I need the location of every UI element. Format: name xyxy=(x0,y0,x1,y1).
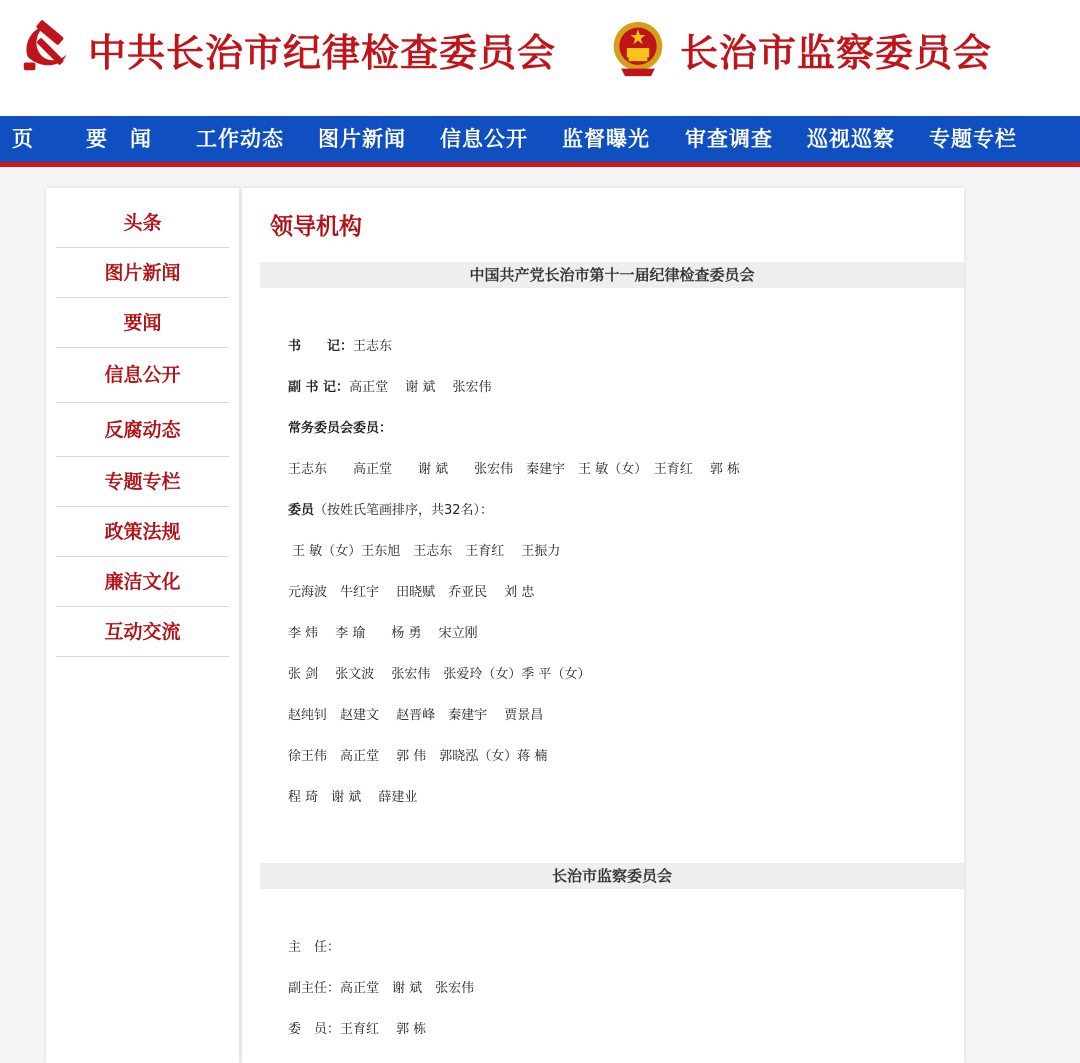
members-label: 委员 xyxy=(288,503,315,518)
nav-item-photos[interactable]: 图片新闻 xyxy=(318,126,406,151)
nav-item-topics[interactable]: 专题专栏 xyxy=(929,126,1017,151)
nav-item-home[interactable]: 页 xyxy=(12,126,34,151)
main-nav xyxy=(0,116,1080,162)
members-line: 程 琦 谢 斌 薛建业 xyxy=(288,790,418,805)
sidebar-item-topics[interactable]: 专题专栏 xyxy=(56,457,229,507)
sidebar xyxy=(46,188,239,1063)
standing-value-line: 王志东 高正堂 谢 斌 张宏伟 秦建宇 王 敏（女） 王育红 郭 栋 xyxy=(288,462,741,477)
committee-member-line xyxy=(288,1018,426,1037)
director-label: 主 任： xyxy=(288,940,341,955)
content-panel xyxy=(242,188,964,1063)
site-title-supervision: 长治市监察委员会 xyxy=(680,30,993,75)
deputy-label: 副 书 记： xyxy=(288,380,350,395)
section-heading-discipline: 中国共产党长治市第十一届纪律检查委员会 xyxy=(260,262,964,288)
members-line: 李 炜 李 瑜 杨 勇 宋立刚 xyxy=(288,626,478,641)
members-line: 徐王伟 高正堂 郭 伟 郭晓泓（女）蒋 楠 xyxy=(288,749,548,764)
members-note: （按姓氏笔画排序，共32名）： xyxy=(314,503,494,518)
nav-item-info[interactable]: 信息公开 xyxy=(440,126,528,151)
nav-item-work[interactable]: 工作动态 xyxy=(196,126,284,151)
standing-label-line xyxy=(288,417,392,436)
sidebar-item-news[interactable]: 要闻 xyxy=(56,298,229,348)
committee-member-label: 委 员： xyxy=(288,1022,341,1037)
nav-item-news[interactable]: 要 闻 xyxy=(86,126,152,151)
nav-item-exposure[interactable]: 监督曝光 xyxy=(562,126,650,151)
members-line: 元海波 牛红宇 田晓赋 乔亚民 刘 忠 xyxy=(288,585,535,600)
site-header xyxy=(0,0,1080,116)
sidebar-item-headlines[interactable]: 头条 xyxy=(56,198,229,248)
nav-item-investigation[interactable]: 审查调查 xyxy=(685,126,773,151)
deputy-value: 高正堂 谢 斌 张宏伟 xyxy=(349,380,492,395)
vice-director-value: 高正堂 谢 斌 张宏伟 xyxy=(340,981,475,996)
committee-member-value: 王育红 郭 栋 xyxy=(340,1022,427,1037)
site-title-discipline: 中共长治市纪律检查委员会 xyxy=(88,30,557,75)
page-title: 领导机构 xyxy=(270,213,362,240)
section-heading-supervision: 长治市监察委员会 xyxy=(260,863,964,889)
members-line: 王 敏（女）王东旭 王志东 王育红 王振力 xyxy=(288,544,561,559)
standing-label: 常务委员会委员： xyxy=(288,421,393,436)
secretary-line xyxy=(288,335,392,354)
sidebar-item-info[interactable]: 信息公开 xyxy=(56,348,229,403)
nav-item-inspection[interactable]: 巡视巡察 xyxy=(807,126,895,151)
national-emblem-icon xyxy=(610,20,666,78)
vice-director-label: 副主任： xyxy=(288,981,341,996)
secretary-label: 书 记： xyxy=(288,339,354,354)
vice-director-line xyxy=(288,977,474,996)
sidebar-item-policies[interactable]: 政策法规 xyxy=(56,507,229,557)
sidebar-item-photos[interactable]: 图片新闻 xyxy=(56,248,229,298)
director-line xyxy=(288,936,340,955)
sidebar-item-culture[interactable]: 廉洁文化 xyxy=(56,557,229,607)
hammer-sickle-icon xyxy=(18,18,76,76)
members-line: 赵纯钊 赵建文 赵晋峰 秦建宇 贾景昌 xyxy=(288,708,544,723)
sidebar-item-interaction[interactable]: 互动交流 xyxy=(56,607,229,657)
deputy-line xyxy=(288,376,491,395)
sidebar-item-anticorruption[interactable]: 反腐动态 xyxy=(56,403,229,457)
secretary-value: 王志东 xyxy=(353,339,393,354)
members-label-line xyxy=(288,499,493,518)
members-line: 张 剑 张文波 张宏伟 张爱玲（女）季 平（女） xyxy=(288,667,591,682)
